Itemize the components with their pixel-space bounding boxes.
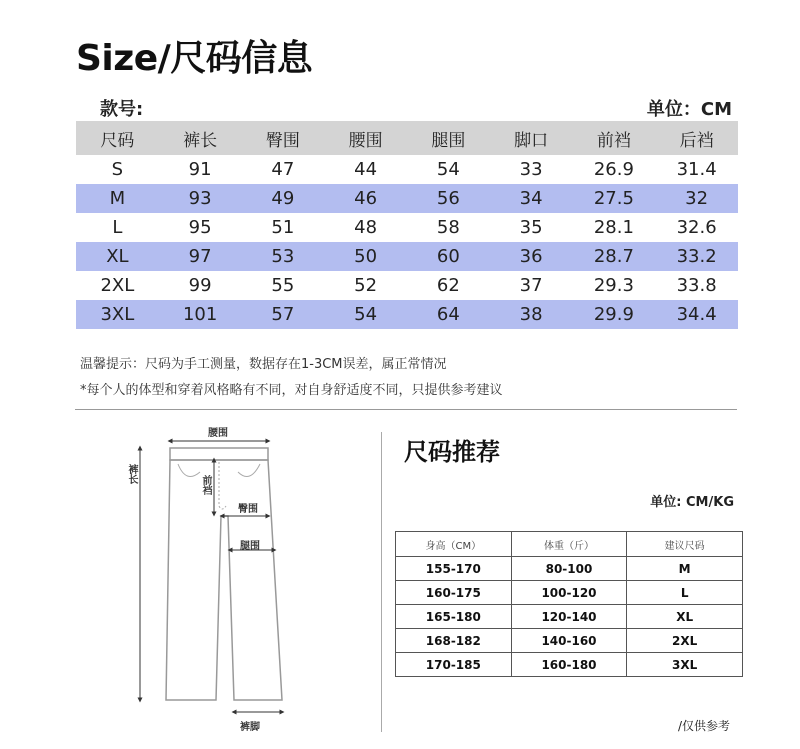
table-cell: 32.6 bbox=[676, 217, 717, 238]
table-cell: 100-120 bbox=[511, 581, 627, 605]
table-cell: 28.1 bbox=[593, 217, 634, 238]
table-cell: 52 bbox=[354, 275, 378, 296]
table-cell: 140-160 bbox=[511, 629, 627, 653]
table-cell: 32 bbox=[655, 184, 738, 213]
recommend-header-row bbox=[396, 532, 743, 557]
table-cell: 93 bbox=[159, 184, 242, 213]
table-row bbox=[76, 271, 738, 300]
table-cell: 64 bbox=[407, 300, 490, 329]
header-hip: 臀围 bbox=[242, 121, 325, 155]
size-table bbox=[76, 121, 738, 329]
header-waist: 腰围 bbox=[324, 121, 407, 155]
table-cell: 27.5 bbox=[573, 184, 656, 213]
table-cell: 56 bbox=[407, 184, 490, 213]
table-cell: S bbox=[111, 159, 124, 180]
table-cell: L bbox=[627, 581, 743, 605]
table-cell: 31.4 bbox=[676, 159, 717, 180]
table-cell: 53 bbox=[242, 242, 325, 271]
waist-label: 腰围 bbox=[208, 428, 228, 439]
table-cell: 3XL bbox=[76, 300, 159, 329]
header-front-rise: 前裆 bbox=[573, 121, 656, 155]
table-row bbox=[396, 605, 743, 629]
table-cell: 3XL bbox=[627, 653, 743, 677]
table-cell: 155-170 bbox=[396, 557, 512, 581]
table-cell: 29.3 bbox=[593, 275, 634, 296]
table-cell: 101 bbox=[159, 300, 242, 329]
header-back-rise: 后裆 bbox=[655, 121, 738, 155]
table-cell: 95 bbox=[188, 217, 212, 238]
reference-note: /仅供参考 bbox=[678, 719, 731, 733]
table-cell: 2XL bbox=[627, 629, 743, 653]
table-row bbox=[396, 581, 743, 605]
table-cell: 120-140 bbox=[511, 605, 627, 629]
table-row bbox=[396, 557, 743, 581]
hem-label: 裤脚 bbox=[240, 722, 260, 733]
recommend-title: 尺码推荐 bbox=[404, 438, 500, 466]
table-cell: 60 bbox=[407, 242, 490, 271]
table-cell: 62 bbox=[436, 275, 460, 296]
table-cell: 29.9 bbox=[573, 300, 656, 329]
table-row bbox=[76, 242, 738, 271]
table-cell: 80-100 bbox=[511, 557, 627, 581]
pants-diagram bbox=[118, 420, 380, 740]
table-cell: 34 bbox=[490, 184, 573, 213]
table-row bbox=[76, 213, 738, 242]
table-cell: 165-180 bbox=[396, 605, 512, 629]
table-cell: 37 bbox=[519, 275, 543, 296]
table-cell: 160-180 bbox=[511, 653, 627, 677]
header-size: 尺码 bbox=[76, 121, 159, 155]
table-cell: 38 bbox=[490, 300, 573, 329]
table-cell: 33 bbox=[519, 159, 543, 180]
style-number-label: 款号: bbox=[100, 99, 144, 120]
table-cell: 57 bbox=[242, 300, 325, 329]
table-row bbox=[396, 629, 743, 653]
table-cell: 51 bbox=[271, 217, 295, 238]
table-cell: 168-182 bbox=[396, 629, 512, 653]
section-divider bbox=[75, 409, 737, 410]
table-cell: 36 bbox=[490, 242, 573, 271]
table-cell: 49 bbox=[242, 184, 325, 213]
table-cell: 2XL bbox=[100, 275, 135, 296]
table-cell: 54 bbox=[324, 300, 407, 329]
table-cell: XL bbox=[76, 242, 159, 271]
table-cell: 35 bbox=[519, 217, 543, 238]
table-cell: M bbox=[627, 557, 743, 581]
table-cell: 33.2 bbox=[655, 242, 738, 271]
table-row bbox=[396, 653, 743, 677]
thigh-label: 腿围 bbox=[240, 541, 260, 552]
table-cell: 54 bbox=[436, 159, 460, 180]
header-thigh: 腿围 bbox=[407, 121, 490, 155]
header-suggested-size: 建议尺码 bbox=[627, 532, 743, 557]
table-cell: 33.8 bbox=[676, 275, 717, 296]
table-cell: 44 bbox=[354, 159, 378, 180]
table-cell: 47 bbox=[271, 159, 295, 180]
page-title: Size/尺码信息 bbox=[76, 38, 313, 79]
table-cell: 55 bbox=[271, 275, 295, 296]
recommend-table bbox=[395, 531, 743, 677]
table-cell: XL bbox=[627, 605, 743, 629]
table-cell: 34.4 bbox=[655, 300, 738, 329]
table-cell: M bbox=[76, 184, 159, 213]
table-cell: 58 bbox=[436, 217, 460, 238]
table-row bbox=[76, 155, 738, 184]
fit-note: *每个人的体型和穿着风格略有不同，对自身舒适度不同，只提供参考建议 bbox=[80, 383, 503, 398]
table-cell: 48 bbox=[354, 217, 378, 238]
table-row bbox=[76, 184, 738, 213]
measurement-note: 温馨提示：尺码为手工测量，数据存在1-3CM误差，属正常情况 bbox=[80, 357, 447, 372]
column-divider bbox=[381, 432, 382, 732]
length-label: 裤长 bbox=[126, 464, 137, 484]
pants-outline-icon bbox=[118, 420, 380, 740]
table-cell: 50 bbox=[324, 242, 407, 271]
table-cell: 91 bbox=[188, 159, 212, 180]
table-cell: 26.9 bbox=[593, 159, 634, 180]
table-cell: 160-175 bbox=[396, 581, 512, 605]
unit-label: 单位：CM bbox=[646, 99, 732, 120]
table-cell: 99 bbox=[188, 275, 212, 296]
header-hem: 脚口 bbox=[490, 121, 573, 155]
table-cell: 28.7 bbox=[573, 242, 656, 271]
table-row bbox=[76, 300, 738, 329]
table-cell: L bbox=[112, 217, 123, 238]
recommend-unit-label: 单位: CM/KG bbox=[650, 495, 734, 510]
front-rise-label: 前裆 bbox=[200, 475, 211, 495]
table-cell: 46 bbox=[324, 184, 407, 213]
size-table-header-row bbox=[76, 121, 738, 155]
header-length: 裤长 bbox=[159, 121, 242, 155]
table-cell: 97 bbox=[159, 242, 242, 271]
header-height: 身高（CM） bbox=[396, 532, 512, 557]
header-weight: 体重（斤） bbox=[511, 532, 627, 557]
table-cell: 170-185 bbox=[396, 653, 512, 677]
hip-label: 臀围 bbox=[238, 504, 258, 515]
